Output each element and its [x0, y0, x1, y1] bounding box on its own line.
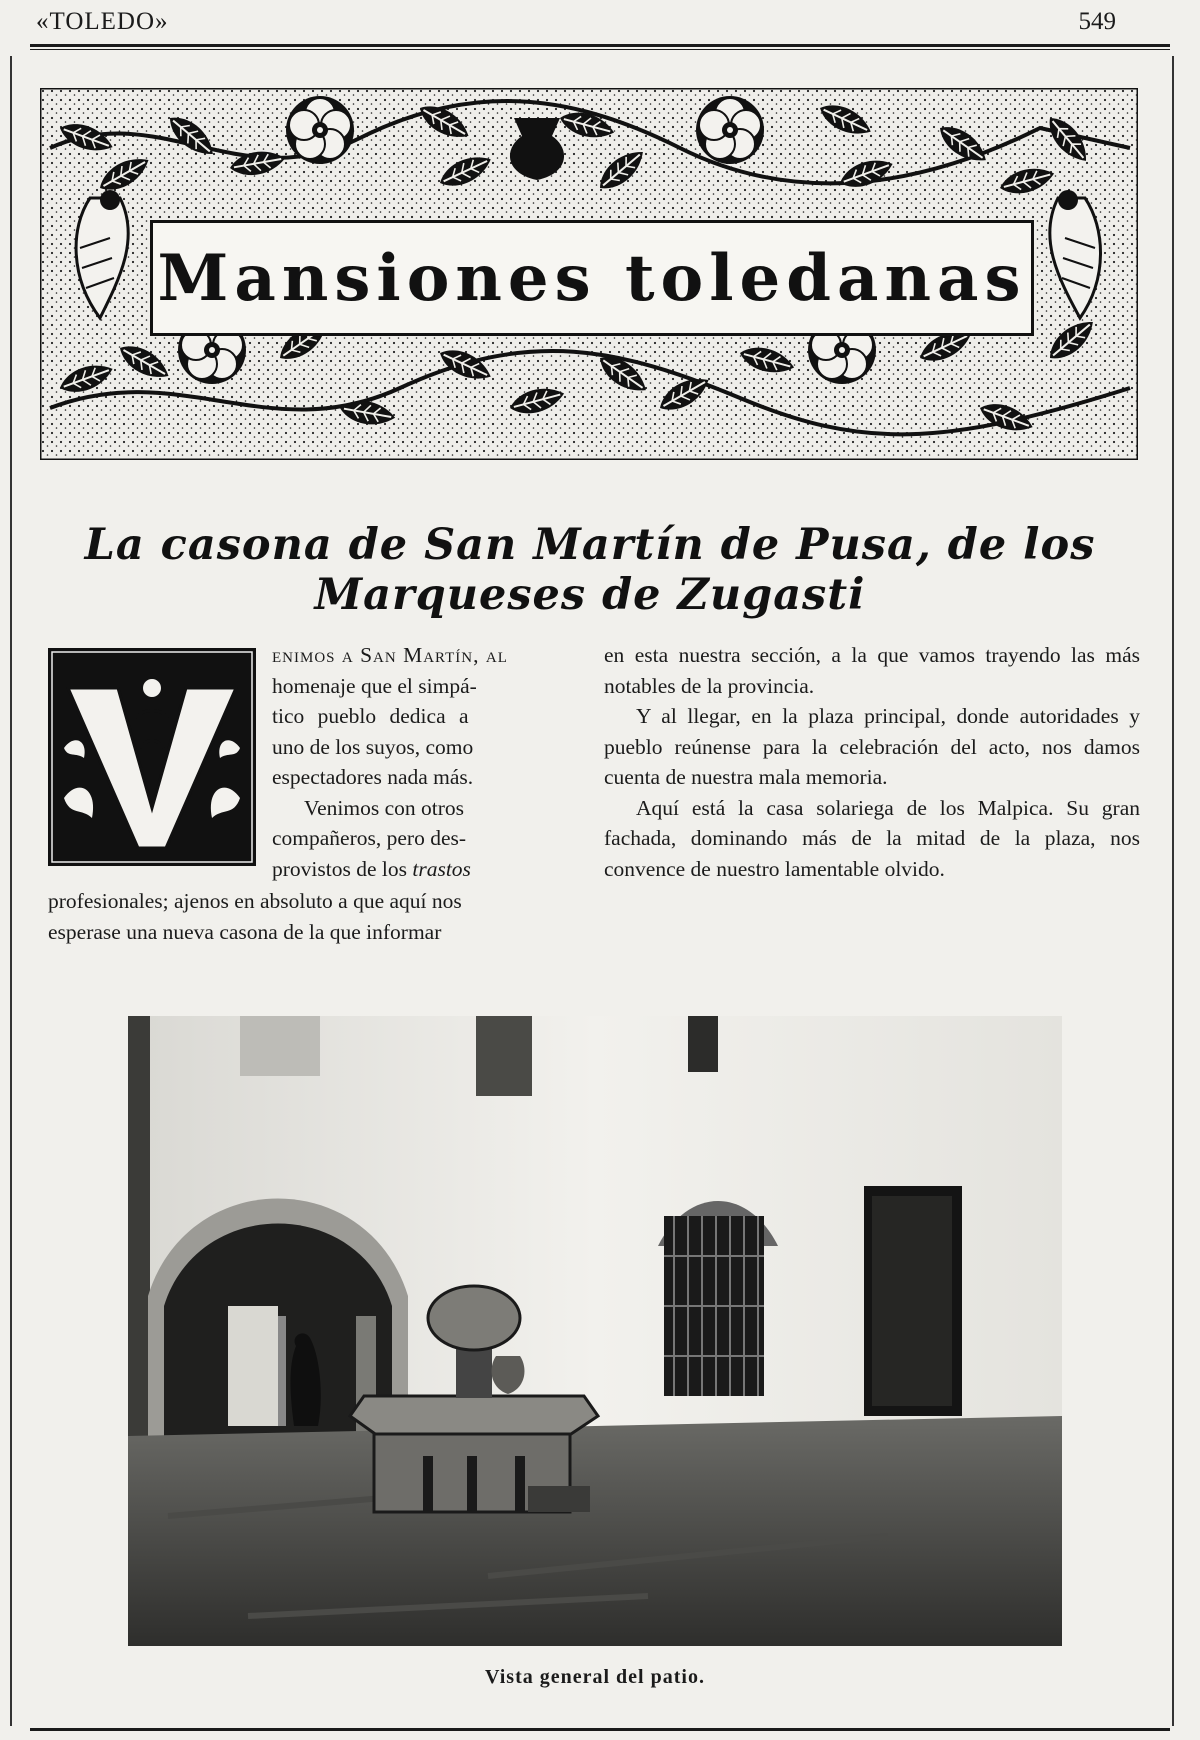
- text-line: enimos a San Martín, al: [272, 643, 508, 667]
- drop-cap-v: [48, 648, 256, 866]
- text-line: homenaje que el simpá-: [272, 673, 477, 698]
- photo-caption: Vista general del patio.: [485, 1666, 705, 1688]
- svg-text:V: V: [151, 678, 153, 679]
- banner-title: Mansiones toledanas: [157, 240, 1027, 316]
- text-line: esperase una nueva casona de la que informar: [48, 919, 442, 944]
- text-line: profesionales; ajenos en absoluto a que aquí nos: [48, 889, 462, 913]
- left-column-upper: [272, 640, 566, 884]
- right-column: [604, 640, 1140, 884]
- banner-title-box: [150, 220, 1034, 336]
- italic-word: trastos: [412, 856, 471, 881]
- text-line: tico pueblo dedica a: [272, 704, 469, 728]
- text-line: compañeros, pero des-: [272, 826, 467, 850]
- header-rule: [30, 44, 1170, 50]
- paragraph: Y al llegar, en la plaza principal, donde autoridades y pueblo reúnense para la celebración del acto, nos damos cuenta de nuestra mala memoria.: [604, 704, 1140, 789]
- journal-name: «TOLEDO»: [36, 8, 169, 35]
- article-title: La casona de San Martín de Pusa, de los Marqueses de Zugasti: [84, 520, 1096, 620]
- page-number: 549: [1078, 8, 1116, 35]
- text-line: Venimos con otros: [304, 795, 465, 820]
- courtyard-photo: [128, 1016, 1062, 1646]
- footer-rule: [30, 1728, 1170, 1731]
- text-line: uno de los suyos, como: [272, 734, 474, 759]
- text-line: provistos de los: [272, 856, 407, 881]
- paragraph: Aquí está la casa solariega de los Malpica. Su gran fachada, dominando más de la mitad de la plaza, nos convence de nuestro lamentable olvido.: [604, 795, 1140, 881]
- text-line: espectadores nada más.: [272, 765, 474, 789]
- running-head: [36, 6, 1116, 40]
- paragraph: en esta nuestra sección, a la que vamos trayendo las más notables de la provincia.: [604, 643, 1140, 698]
- left-column-lower: [48, 886, 566, 947]
- ornamental-banner: [40, 88, 1138, 460]
